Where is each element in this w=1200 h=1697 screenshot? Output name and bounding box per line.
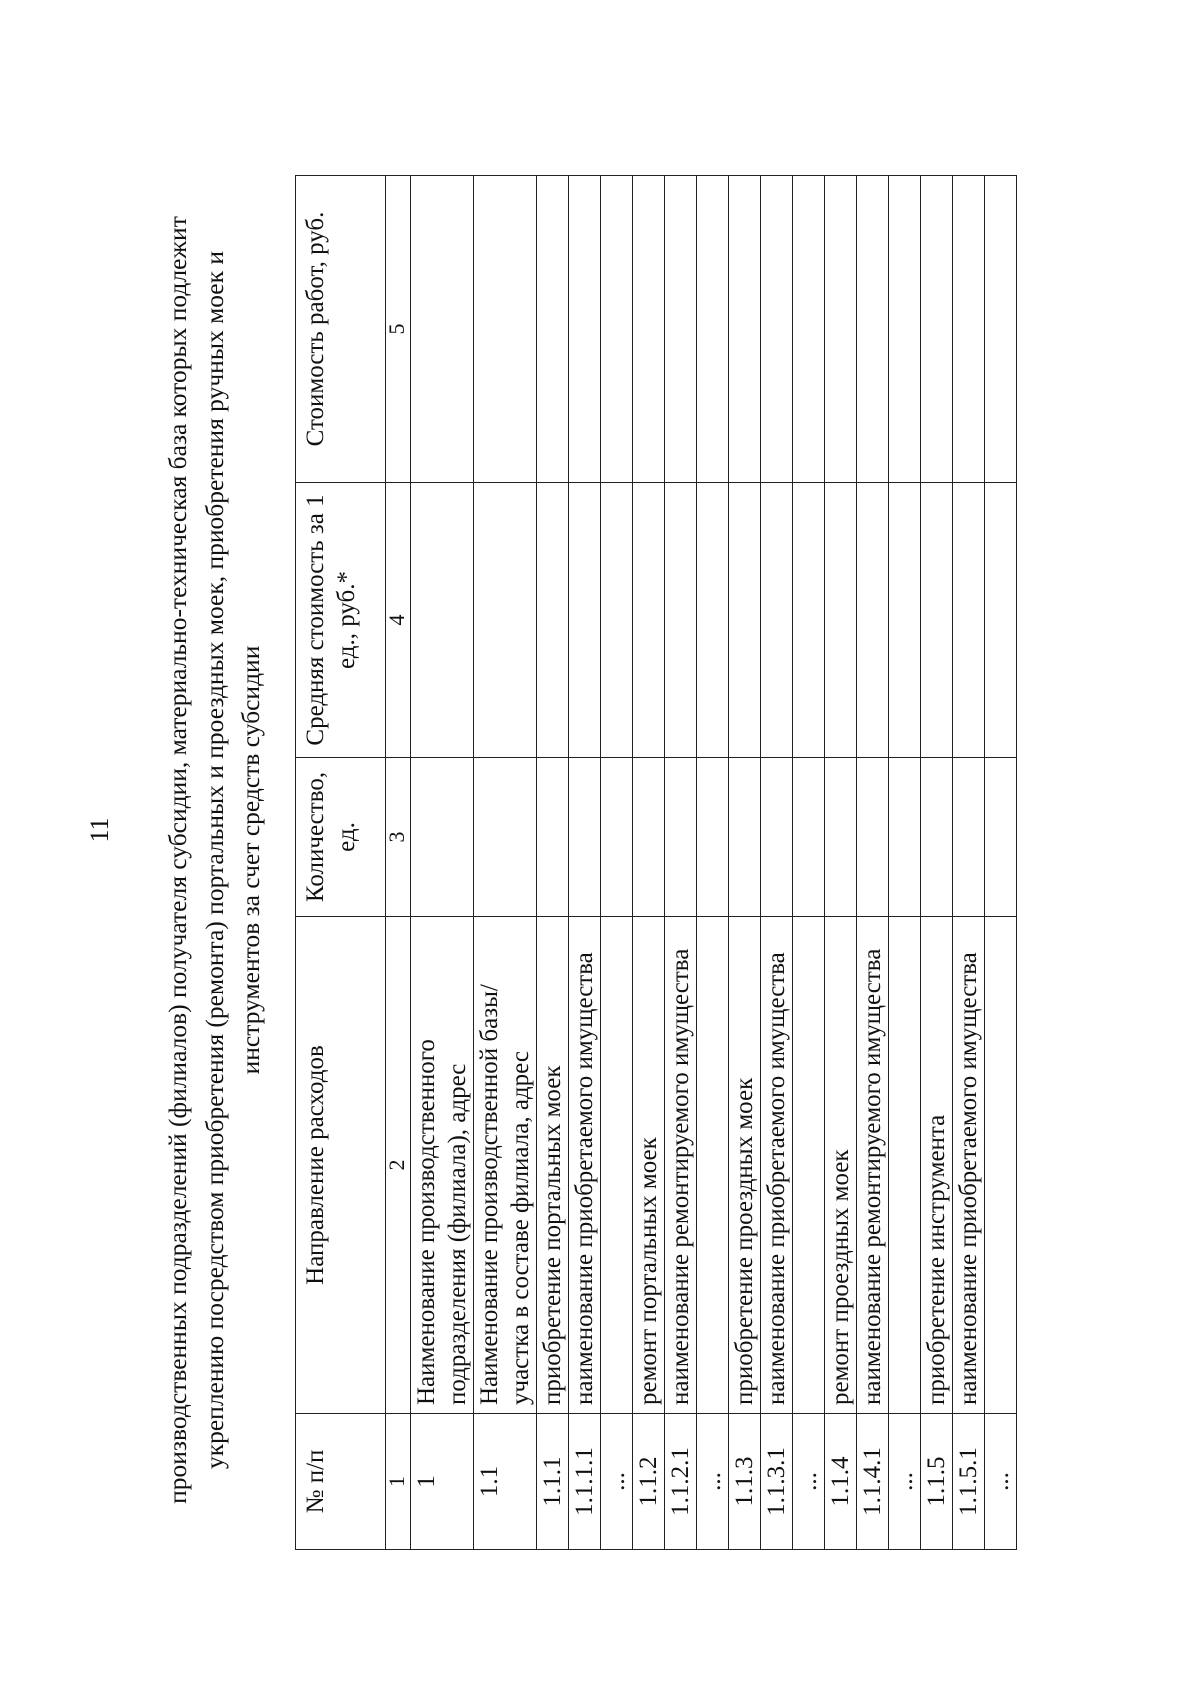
row-number: ... (697, 1414, 729, 1550)
row-number: 1.1.4.1 (857, 1414, 889, 1550)
row-number: ... (793, 1414, 825, 1550)
column-number: 4 (386, 483, 411, 758)
quantity-cell (857, 758, 889, 917)
avg-cost-cell (474, 483, 537, 758)
column-number: 3 (386, 758, 411, 917)
row-number: 1.1 (474, 1414, 537, 1550)
row-name: наименование приобретаемого имущества (953, 917, 985, 1414)
quantity-cell (474, 758, 537, 917)
quantity-cell (729, 758, 761, 917)
table-row (857, 176, 889, 1550)
column-number: 1 (386, 1414, 411, 1550)
total-cost-cell (474, 176, 537, 483)
total-cost-cell (793, 176, 825, 483)
quantity-cell (761, 758, 793, 917)
table-row (633, 176, 665, 1550)
row-number: 1.1.3 (729, 1414, 761, 1550)
row-name: ремонт портальных моек (633, 917, 665, 1414)
row-number: 1.1.1 (537, 1414, 569, 1550)
avg-cost-cell (411, 483, 474, 758)
total-cost-cell (601, 176, 633, 483)
total-cost-cell (857, 176, 889, 483)
quantity-cell (889, 758, 921, 917)
quantity-cell (665, 758, 697, 917)
table-row (474, 176, 537, 1550)
avg-cost-cell (729, 483, 761, 758)
table-row (761, 176, 793, 1550)
avg-cost-cell (569, 483, 601, 758)
table-row (569, 176, 601, 1550)
avg-cost-cell (889, 483, 921, 758)
table-row (889, 176, 921, 1550)
quantity-cell (601, 758, 633, 917)
row-name: приобретение проездных моек (729, 917, 761, 1414)
row-name (601, 917, 633, 1414)
column-number: 5 (386, 176, 411, 483)
total-cost-cell (729, 176, 761, 483)
row-number: 1.1.1.1 (569, 1414, 601, 1550)
row-name (793, 917, 825, 1414)
row-number: 1 (411, 1414, 474, 1550)
page-number: 11 (85, 817, 114, 843)
total-cost-cell (411, 176, 474, 483)
quantity-cell (953, 758, 985, 917)
table-header-row (296, 176, 386, 1550)
total-cost-cell (761, 176, 793, 483)
rotated-content (160, 95, 1090, 1585)
total-cost-cell (985, 176, 1017, 483)
row-name: наименование ремонтируемого имущества (857, 917, 889, 1414)
header-avg-cost: Средняя стоимость за 1 ед., руб.* (296, 483, 386, 758)
row-name: Наименование производственного подразделения (филиала), адрес (411, 917, 474, 1414)
table-row (825, 176, 857, 1550)
column-number-row (386, 176, 411, 1550)
row-name: наименование ремонтируемого имущества (665, 917, 697, 1414)
total-cost-cell (537, 176, 569, 483)
table-row (537, 176, 569, 1550)
heading-line: инструментов за счет средств субсидии (236, 645, 265, 1075)
table-row (665, 176, 697, 1550)
table-row (601, 176, 633, 1550)
table-row (697, 176, 729, 1550)
quantity-cell (569, 758, 601, 917)
table-row (985, 176, 1017, 1550)
row-number: ... (985, 1414, 1017, 1550)
row-name: Наименование производственной базы/участка в составе филиала, адрес (474, 917, 537, 1414)
quantity-cell (411, 758, 474, 917)
row-number: 1.1.2.1 (665, 1414, 697, 1550)
table-row (921, 176, 953, 1550)
total-cost-cell (825, 176, 857, 483)
row-number: 1.1.2 (633, 1414, 665, 1550)
row-name (985, 917, 1017, 1414)
quantity-cell (537, 758, 569, 917)
table-row (793, 176, 825, 1550)
total-cost-cell (697, 176, 729, 483)
avg-cost-cell (793, 483, 825, 758)
quantity-cell (825, 758, 857, 917)
row-number: ... (889, 1414, 921, 1550)
avg-cost-cell (857, 483, 889, 758)
header-direction: Направление расходов (296, 917, 386, 1414)
row-name (889, 917, 921, 1414)
row-name: наименование приобретаемого имущества (761, 917, 793, 1414)
row-name: наименование приобретаемого имущества (569, 917, 601, 1414)
total-cost-cell (633, 176, 665, 483)
quantity-cell (633, 758, 665, 917)
avg-cost-cell (985, 483, 1017, 758)
avg-cost-cell (665, 483, 697, 758)
header-quantity: Количество, ед. (296, 758, 386, 917)
table-heading (160, 145, 270, 1575)
avg-cost-cell (953, 483, 985, 758)
quantity-cell (921, 758, 953, 917)
quantity-cell (697, 758, 729, 917)
table-row (953, 176, 985, 1550)
row-number: 1.1.3.1 (761, 1414, 793, 1550)
column-number: 2 (386, 917, 411, 1414)
header-total-cost: Стоимость работ, руб. (296, 176, 386, 483)
total-cost-cell (921, 176, 953, 483)
quantity-cell (793, 758, 825, 917)
row-name: приобретение инструмента (921, 917, 953, 1414)
total-cost-cell (569, 176, 601, 483)
row-name: приобретение портальных моек (537, 917, 569, 1414)
total-cost-cell (665, 176, 697, 483)
avg-cost-cell (697, 483, 729, 758)
header-number: № п/п (296, 1414, 386, 1550)
total-cost-cell (953, 176, 985, 483)
avg-cost-cell (601, 483, 633, 758)
total-cost-cell (889, 176, 921, 483)
row-number: 1.1.5.1 (953, 1414, 985, 1550)
quantity-cell (985, 758, 1017, 917)
avg-cost-cell (633, 483, 665, 758)
heading-line: укреплению посредством приобретения (ремонта) портальных и проездных моек, приобретения ручных моек и (199, 250, 229, 1470)
row-name: ремонт проездных моек (825, 917, 857, 1414)
row-name (697, 917, 729, 1414)
avg-cost-cell (537, 483, 569, 758)
table-row (729, 176, 761, 1550)
row-number: 1.1.5 (921, 1414, 953, 1550)
row-number: ... (601, 1414, 633, 1550)
avg-cost-cell (761, 483, 793, 758)
heading-line: производственных подразделений (филиалов) получателя субсидии, материально-техническая база которых подлежит (163, 216, 192, 1504)
avg-cost-cell (825, 483, 857, 758)
row-number: 1.1.4 (825, 1414, 857, 1550)
table-row (411, 176, 474, 1550)
avg-cost-cell (921, 483, 953, 758)
expenses-table (295, 175, 1017, 1550)
